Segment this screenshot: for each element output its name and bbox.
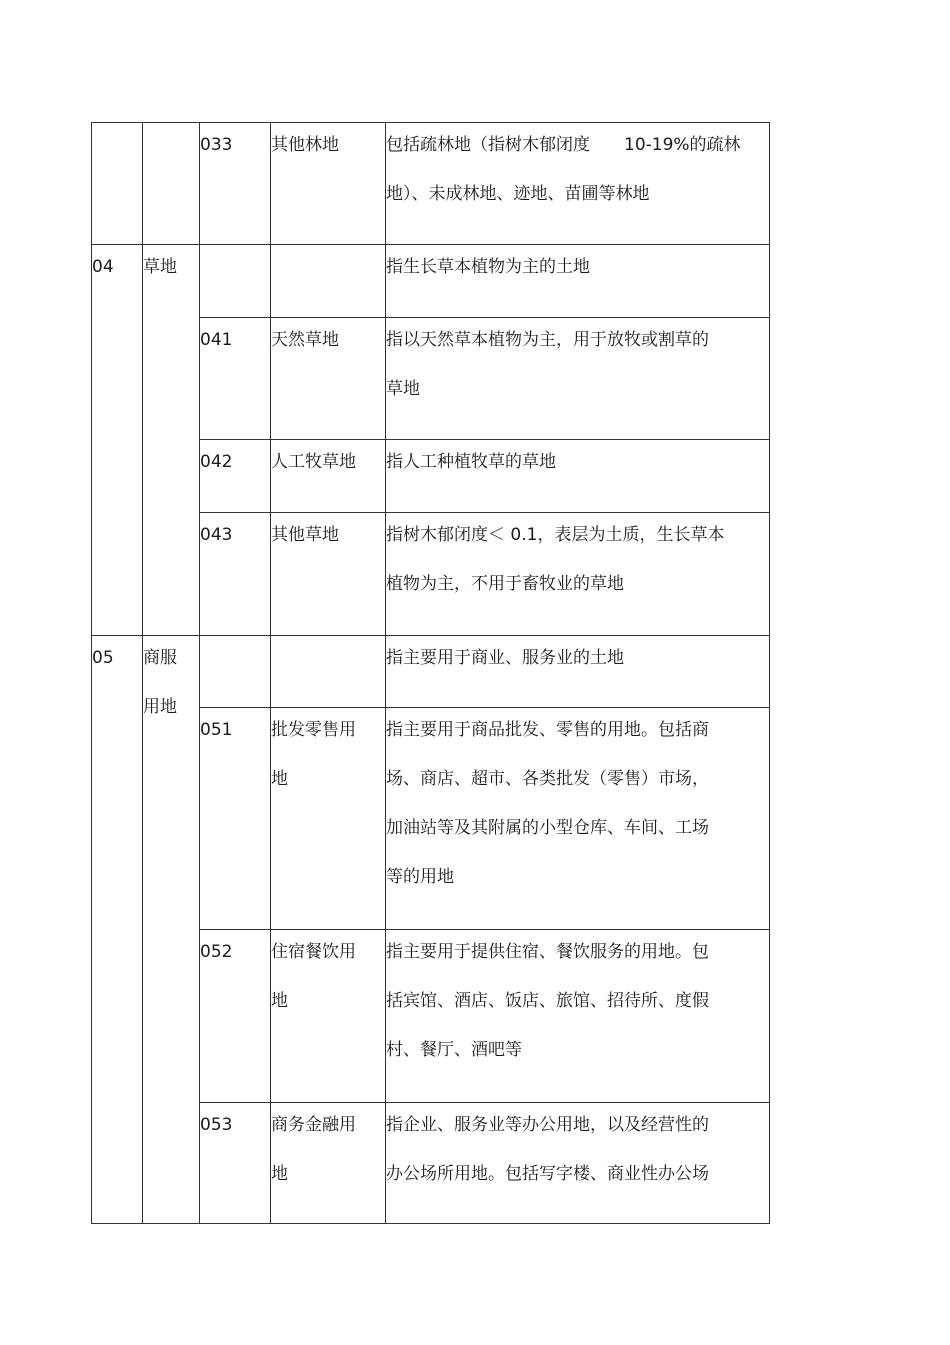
description-cell <box>386 636 770 708</box>
description-line: 指人工种植牧草的草地 <box>386 452 556 472</box>
description-line: 指以天然草本植物为主，用于放牧或割草的 <box>386 330 709 350</box>
name-line: 商务金融用 <box>271 1115 356 1135</box>
description-line: 指树木郁闭度＜ 0.1，表层为土质，生长草本 <box>386 525 725 545</box>
description-cell <box>386 245 770 318</box>
level2-code-cell <box>200 245 271 318</box>
name-line: 用地 <box>143 697 177 717</box>
table-row <box>92 245 770 318</box>
level2-code-cell: 052 <box>200 930 271 1103</box>
description-cell <box>386 708 770 930</box>
name-line: 批发零售用 <box>271 720 356 740</box>
level2-code-cell: 051 <box>200 708 271 930</box>
description-line: 指主要用于提供住宿、餐饮服务的用地。包 <box>386 942 709 962</box>
level1-name-cell <box>143 123 200 245</box>
description-cell <box>386 440 770 513</box>
description-line: 地）、未成林地、迹地、苗圃等林地 <box>386 184 650 204</box>
level1-name-cell <box>143 636 200 1224</box>
description-cell <box>386 1103 770 1224</box>
level1-name-cell: 草地 <box>143 245 200 636</box>
name-line: 地 <box>271 991 288 1011</box>
description-line: 指企业、服务业等办公用地，以及经营性的 <box>386 1115 709 1135</box>
table-row <box>92 636 770 708</box>
name-line: 住宿餐饮用 <box>271 942 356 962</box>
description-line: 草地 <box>386 379 420 399</box>
level1-code-cell <box>92 123 143 245</box>
level2-code-cell: 033 <box>200 123 271 245</box>
level2-name-cell: 其他林地 <box>271 123 386 245</box>
table-row <box>92 123 770 245</box>
description-cell <box>386 930 770 1103</box>
description-line: 加油站等及其附属的小型仓库、车间、工场 <box>386 818 709 838</box>
description-line: 括宾馆、酒店、饭店、旅馆、招待所、度假 <box>386 991 709 1011</box>
description-line: 指主要用于商业、服务业的土地 <box>386 648 624 668</box>
description-cell <box>386 318 770 440</box>
name-line: 商服 <box>143 648 177 668</box>
level2-name-cell: 人工牧草地 <box>271 440 386 513</box>
level2-name-cell <box>271 1103 386 1224</box>
level2-name-cell <box>271 636 386 708</box>
level2-code-cell: 053 <box>200 1103 271 1224</box>
description-cell <box>386 123 770 245</box>
level2-name-cell: 其他草地 <box>271 513 386 636</box>
description-line: 等的用地 <box>386 867 454 887</box>
description-cell <box>386 513 770 636</box>
level2-code-cell: 042 <box>200 440 271 513</box>
level2-name-cell <box>271 708 386 930</box>
level1-code-cell: 05 <box>92 636 143 1224</box>
description-line: 指生长草本植物为主的土地 <box>386 257 590 277</box>
level2-code-cell: 041 <box>200 318 271 440</box>
level2-code-cell <box>200 636 271 708</box>
name-line: 地 <box>271 769 288 789</box>
description-line: 办公场所用地。包括写字楼、商业性办公场 <box>386 1164 709 1184</box>
level2-code-cell: 043 <box>200 513 271 636</box>
name-line: 地 <box>271 1164 288 1184</box>
description-line: 指主要用于商品批发、零售的用地。包括商 <box>386 720 709 740</box>
description-line: 包括疏林地（指树木郁闭度 10-19%的疏林 <box>386 135 741 155</box>
level2-name-cell <box>271 245 386 318</box>
level2-name-cell: 天然草地 <box>271 318 386 440</box>
level2-name-cell <box>271 930 386 1103</box>
description-line: 村、餐厅、酒吧等 <box>386 1040 522 1060</box>
description-line: 植物为主，不用于畜牧业的草地 <box>386 574 624 594</box>
description-line: 场、商店、超市、各类批发（零售）市场， <box>386 769 709 789</box>
land-use-classification-table <box>91 122 770 1224</box>
level1-code-cell: 04 <box>92 245 143 636</box>
